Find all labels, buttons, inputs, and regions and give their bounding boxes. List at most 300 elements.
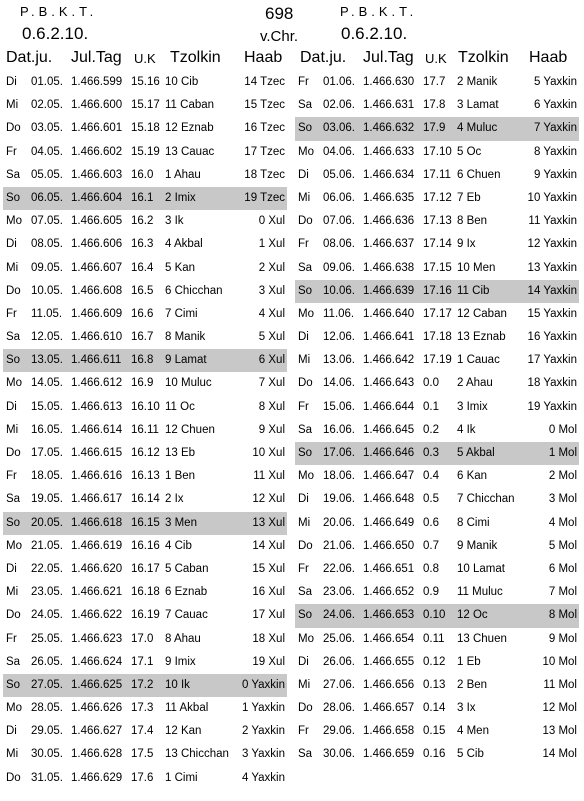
uk-count-cell: 0.14 xyxy=(423,702,446,715)
haab-cell: 1 Xul xyxy=(258,238,285,251)
uk-count-cell: 17.12 xyxy=(423,191,452,204)
julian-day-cell: 1.466.611 xyxy=(71,354,122,367)
julian-day-cell: 1.466.606 xyxy=(71,238,123,251)
julian-day-cell: 1.466.603 xyxy=(71,168,123,181)
date-cell: 19.05. xyxy=(31,493,63,506)
date-cell: 07.05. xyxy=(31,215,63,228)
tzolkin-cell: 4 Cib xyxy=(165,539,192,552)
haab-cell: 11 Mol xyxy=(543,678,577,691)
period-left: 0.6.2.10. xyxy=(22,24,89,43)
tzolkin-cell: 12 Caban xyxy=(457,307,507,320)
date-cell: 12.06. xyxy=(323,331,355,344)
julian-day-cell: 1.466.648 xyxy=(363,493,415,506)
weekday-cell: Fr xyxy=(298,238,309,251)
julian-day-cell: 1.466.601 xyxy=(71,122,123,135)
tzolkin-cell: 4 Muluc xyxy=(457,122,498,135)
table-row xyxy=(3,488,287,511)
table-row xyxy=(295,349,579,372)
weekday-cell: Sa xyxy=(298,423,313,436)
table-row xyxy=(295,372,579,395)
table-row xyxy=(3,210,287,233)
table-row xyxy=(3,697,287,720)
tzolkin-cell: 11 Muluc xyxy=(457,586,503,599)
uk-count-cell: 15.19 xyxy=(131,145,160,158)
table-row xyxy=(3,257,287,280)
julian-day-cell: 1.466.650 xyxy=(363,539,415,552)
uk-count-cell: 15.17 xyxy=(131,99,160,112)
date-cell: 29.05. xyxy=(31,725,63,738)
tzolkin-cell: 5 Oc xyxy=(457,145,482,158)
julian-day-cell: 1.466.653 xyxy=(363,609,415,622)
tzolkin-cell: 5 Caban xyxy=(165,562,209,575)
julian-day-cell: 1.466.615 xyxy=(71,447,123,459)
weekday-cell: Di xyxy=(6,400,17,413)
uk-count-cell: 16.16 xyxy=(131,539,160,552)
table-row xyxy=(295,210,579,233)
date-cell: 21.05. xyxy=(31,539,63,552)
tzolkin-cell: 2 Imix xyxy=(165,191,196,204)
tzolkin-cell: 6 Chuen xyxy=(457,168,501,181)
weekday-cell: Mo xyxy=(6,377,22,390)
table-row xyxy=(295,396,579,419)
haab-cell: 1 Yaxkin xyxy=(241,702,285,715)
uk-count-cell: 17.13 xyxy=(423,215,452,228)
julian-day-cell: 1.466.655 xyxy=(363,655,415,668)
haab-cell: 12 Yaxkin xyxy=(527,238,577,251)
haab-cell: 6 Mol xyxy=(548,562,577,575)
julian-day-cell: 1.466.632 xyxy=(363,122,415,135)
uk-count-cell: 17.3 xyxy=(131,702,154,715)
julian-day-cell: 1.466.642 xyxy=(363,354,415,367)
date-cell: 23.05. xyxy=(31,586,63,599)
haab-cell: 0 Yaxkin xyxy=(241,678,285,691)
col-header-haab: Haab xyxy=(529,49,568,66)
table-row xyxy=(295,674,579,697)
uk-count-cell: 16.12 xyxy=(131,447,160,459)
tzolkin-cell: 3 Ik xyxy=(165,215,184,228)
date-cell: 19.06. xyxy=(323,493,355,506)
weekday-cell: Mi xyxy=(298,516,311,529)
julian-day-cell: 1.466.625 xyxy=(71,678,123,691)
julian-day-cell: 1.466.600 xyxy=(71,99,123,112)
table-row xyxy=(295,141,579,164)
haab-cell: 12 Mol xyxy=(542,702,577,715)
julian-day-cell: 1.466.617 xyxy=(71,493,123,506)
julian-day-cell: 1.466.640 xyxy=(363,307,415,320)
julian-day-cell: 1.466.622 xyxy=(71,609,123,622)
table-row xyxy=(3,442,287,465)
julian-day-cell: 1.466.624 xyxy=(71,655,123,668)
date-cell: 13.05. xyxy=(31,354,63,367)
date-cell: 02.05. xyxy=(31,99,63,112)
uk-count-cell: 0.6 xyxy=(423,516,439,529)
pbkt-label-right: P.B.K.T. xyxy=(340,4,418,19)
weekday-cell: Sa xyxy=(6,168,21,181)
julian-day-cell: 1.466.633 xyxy=(363,145,415,158)
julian-day-cell: 1.466.607 xyxy=(71,261,123,274)
uk-count-cell: 16.14 xyxy=(131,493,160,506)
haab-cell: 15 Xul xyxy=(252,562,285,575)
uk-count-cell: 16.18 xyxy=(131,586,160,599)
table-row xyxy=(3,164,287,187)
haab-cell: 2 Xul xyxy=(258,261,285,274)
tzolkin-cell: 8 Ben xyxy=(457,215,488,228)
table-row-sunday xyxy=(295,280,579,303)
date-cell: 04.05. xyxy=(31,145,63,158)
uk-count-cell: 16.15 xyxy=(131,516,160,529)
julian-day-cell: 1.466.619 xyxy=(71,539,123,552)
tzolkin-cell: 7 Chicchan xyxy=(457,493,515,506)
col-header-julday: Jul.Tag xyxy=(71,49,122,66)
date-cell: 07.06. xyxy=(323,215,355,228)
tzolkin-cell: 2 Ix xyxy=(165,493,184,506)
column-headers-left xyxy=(0,47,290,69)
tzolkin-cell: 10 Lamat xyxy=(457,562,505,575)
tzolkin-cell: 1 Ben xyxy=(165,470,196,483)
date-cell: 05.06. xyxy=(323,168,355,181)
table-row xyxy=(295,512,579,535)
tzolkin-cell: 5 Cib xyxy=(457,748,484,761)
weekday-cell: Mi xyxy=(6,261,19,274)
tzolkin-cell: 10 Muluc xyxy=(165,377,212,390)
tzolkin-cell: 11 Oc xyxy=(165,400,195,413)
table-row xyxy=(295,326,579,349)
col-header-tzolkin: Tzolkin xyxy=(458,49,509,66)
table-row xyxy=(295,233,579,256)
haab-cell: 13 Yaxkin xyxy=(527,261,577,274)
haab-cell: 17 Tzec xyxy=(244,145,285,158)
col-header-date: Dat.ju. xyxy=(6,49,53,66)
date-cell: 03.06. xyxy=(323,122,355,135)
weekday-cell: Mo xyxy=(6,539,22,552)
tzolkin-cell: 11 Caban xyxy=(165,99,215,112)
date-cell: 26.06. xyxy=(323,655,355,668)
weekday-cell: Di xyxy=(6,76,17,88)
weekday-cell: Fr xyxy=(6,632,17,645)
tzolkin-cell: 6 Eznab xyxy=(165,586,208,599)
table-row xyxy=(295,488,579,511)
uk-count-cell: 0.5 xyxy=(423,493,439,506)
julian-day-cell: 1.466.634 xyxy=(363,168,415,181)
date-cell: 20.06. xyxy=(323,516,355,529)
uk-count-cell: 0.2 xyxy=(423,423,439,436)
tzolkin-cell: 7 Cimi xyxy=(165,307,198,320)
tzolkin-cell: 12 Oc xyxy=(457,609,488,622)
haab-cell: 7 Xul xyxy=(258,377,285,390)
date-cell: 18.06. xyxy=(323,470,355,483)
weekday-cell: Sa xyxy=(6,331,21,344)
haab-cell: 4 Mol xyxy=(548,516,577,529)
uk-count-cell: 0.0 xyxy=(423,377,439,390)
date-cell: 10.06. xyxy=(323,284,355,297)
haab-cell: 2 Yaxkin xyxy=(241,725,285,738)
table-row-sunday xyxy=(295,604,579,627)
weekday-cell: So xyxy=(298,447,313,459)
tzolkin-cell: 3 Imix xyxy=(457,400,488,413)
table-row xyxy=(3,71,287,94)
table-row xyxy=(295,94,579,117)
table-row xyxy=(295,651,579,674)
weekday-cell: Fr xyxy=(298,725,309,738)
table-row xyxy=(295,558,579,581)
haab-cell: 5 Yaxkin xyxy=(533,76,577,88)
weekday-cell: Mi xyxy=(6,99,19,112)
table-row xyxy=(295,581,579,604)
julian-day-cell: 1.466.609 xyxy=(71,307,123,320)
weekday-cell: Mo xyxy=(6,215,22,228)
uk-count-cell: 0.10 xyxy=(423,609,446,622)
haab-cell: 9 Yaxkin xyxy=(533,168,577,181)
date-cell: 05.05. xyxy=(31,168,63,181)
date-cell: 30.05. xyxy=(31,748,63,761)
col-header-julday: Jul.Tag xyxy=(363,49,414,66)
table-row xyxy=(3,280,287,303)
table-row xyxy=(295,187,579,210)
tzolkin-cell: 12 Kan xyxy=(165,725,202,738)
tzolkin-cell: 11 Cib xyxy=(457,284,490,297)
haab-cell: 9 Mol xyxy=(548,632,577,645)
uk-count-cell: 17.6 xyxy=(131,771,154,784)
tzolkin-cell: 4 Akbal xyxy=(165,238,203,251)
date-cell: 16.05. xyxy=(31,423,63,436)
weekday-cell: Sa xyxy=(298,748,313,761)
tzolkin-cell: 12 Chuen xyxy=(165,423,215,436)
haab-cell: 14 Tzec xyxy=(244,76,285,88)
uk-count-cell: 17.8 xyxy=(423,99,446,112)
julian-day-cell: 1.466.644 xyxy=(363,400,415,413)
weekday-cell: So xyxy=(6,354,21,367)
uk-count-cell: 17.1 xyxy=(131,655,154,668)
haab-cell: 15 Tzec xyxy=(244,99,285,112)
haab-cell: 11 Yaxkin xyxy=(528,215,577,228)
table-row-sunday xyxy=(3,512,287,535)
weekday-cell: Do xyxy=(298,377,313,390)
tzolkin-cell: 10 Cib xyxy=(165,76,199,88)
uk-count-cell: 16.19 xyxy=(131,609,160,622)
tzolkin-cell: 13 Eznab xyxy=(457,331,506,344)
uk-count-cell: 17.11 xyxy=(423,168,451,181)
weekday-cell: Sa xyxy=(6,655,21,668)
weekday-cell: Do xyxy=(6,771,21,784)
haab-cell: 14 Xul xyxy=(252,539,285,552)
uk-count-cell: 16.0 xyxy=(131,168,154,181)
haab-cell: 5 Xul xyxy=(258,331,285,344)
uk-count-cell: 17.16 xyxy=(423,284,452,297)
table-row-sunday xyxy=(3,187,287,210)
tzolkin-cell: 1 Eb xyxy=(457,655,481,668)
table-row-sunday xyxy=(3,349,287,372)
uk-count-cell: 17.19 xyxy=(423,354,452,367)
tzolkin-cell: 9 Manik xyxy=(457,539,498,552)
table-row xyxy=(3,465,287,488)
date-cell: 16.06. xyxy=(323,423,355,436)
tzolkin-cell: 8 Cimi xyxy=(457,516,490,529)
haab-cell: 6 Yaxkin xyxy=(533,99,577,112)
weekday-cell: Di xyxy=(6,238,17,251)
haab-cell: 4 Yaxkin xyxy=(241,771,285,784)
haab-cell: 14 Mol xyxy=(542,748,577,761)
uk-count-cell: 16.5 xyxy=(131,284,154,297)
date-cell: 03.05. xyxy=(31,122,63,135)
haab-cell: 12 Xul xyxy=(252,493,285,506)
date-cell: 27.05. xyxy=(31,678,63,691)
uk-count-cell: 0.15 xyxy=(423,725,446,738)
haab-cell: 9 Xul xyxy=(258,423,285,436)
table-row xyxy=(295,303,579,326)
uk-count-cell: 15.16 xyxy=(131,76,160,88)
julian-day-cell: 1.466.616 xyxy=(71,470,123,483)
table-row xyxy=(3,581,287,604)
table-row xyxy=(3,396,287,419)
tzolkin-cell: 3 Lamat xyxy=(457,99,499,112)
date-cell: 09.05. xyxy=(31,261,63,274)
uk-count-cell: 16.7 xyxy=(131,331,154,344)
julian-day-cell: 1.466.623 xyxy=(71,632,123,645)
tzolkin-cell: 13 Eb xyxy=(165,447,196,459)
julian-day-cell: 1.466.652 xyxy=(363,586,415,599)
uk-count-cell: 16.17 xyxy=(131,562,160,575)
julian-day-cell: 1.466.654 xyxy=(363,632,415,645)
haab-cell: 8 Yaxkin xyxy=(533,145,577,158)
haab-cell: 8 Mol xyxy=(548,609,577,622)
table-row xyxy=(3,303,287,326)
julian-day-cell: 1.466.658 xyxy=(363,725,415,738)
weekday-cell: Mi xyxy=(6,586,19,599)
haab-cell: 14 Yaxkin xyxy=(527,284,577,297)
weekday-cell: Fr xyxy=(6,145,17,158)
col-header-haab: Haab xyxy=(244,49,283,66)
weekday-cell: Sa xyxy=(6,493,21,506)
col-header-date: Dat.ju. xyxy=(300,49,347,66)
col-header-uk: U.K xyxy=(425,51,447,66)
julian-day-cell: 1.466.646 xyxy=(363,447,415,459)
julian-day-cell: 1.466.630 xyxy=(363,76,415,88)
tzolkin-cell: 4 Men xyxy=(457,725,489,738)
weekday-cell: Do xyxy=(298,215,313,228)
haab-cell: 4 Xul xyxy=(258,307,285,320)
tzolkin-cell: 7 Eb xyxy=(457,191,481,204)
tzolkin-cell: 1 Cimi xyxy=(165,771,198,784)
haab-cell: 10 Yaxkin xyxy=(527,191,577,204)
date-cell: 30.06. xyxy=(323,748,355,761)
uk-count-cell: 16.8 xyxy=(131,354,154,367)
julian-day-cell: 1.466.612 xyxy=(71,377,123,390)
haab-cell: 10 Xul xyxy=(252,447,285,459)
julian-day-cell: 1.466.631 xyxy=(363,99,415,112)
date-cell: 25.06. xyxy=(323,632,355,645)
table-row xyxy=(3,117,287,140)
uk-count-cell: 16.2 xyxy=(131,215,154,228)
tzolkin-cell: 2 Ahau xyxy=(457,377,493,390)
table-row xyxy=(3,419,287,442)
uk-count-cell: 17.9 xyxy=(423,122,446,135)
haab-cell: 18 Yaxkin xyxy=(527,377,577,390)
table-row xyxy=(3,141,287,164)
julian-day-cell: 1.466.628 xyxy=(71,748,123,761)
weekday-cell: So xyxy=(6,191,21,204)
julian-day-cell: 1.466.599 xyxy=(71,76,123,88)
date-cell: 04.06. xyxy=(323,145,355,158)
haab-cell: 6 Xul xyxy=(258,354,285,367)
uk-count-cell: 17.14 xyxy=(423,238,452,251)
weekday-cell: Do xyxy=(6,609,21,622)
julian-day-cell: 1.466.629 xyxy=(71,771,123,784)
weekday-cell: Fr xyxy=(298,562,309,575)
date-cell: 22.06. xyxy=(323,562,355,575)
weekday-cell: Mo xyxy=(298,470,314,483)
date-cell: 08.05. xyxy=(31,238,63,251)
tzolkin-cell: 3 Men xyxy=(165,516,197,529)
date-cell: 24.05. xyxy=(31,609,63,622)
julian-day-cell: 1.466.608 xyxy=(71,284,123,297)
haab-cell: 3 Xul xyxy=(258,284,285,297)
tzolkin-cell: 6 Kan xyxy=(457,470,488,483)
uk-count-cell: 16.11 xyxy=(131,423,159,436)
table-row xyxy=(295,257,579,280)
date-cell: 14.06. xyxy=(323,377,355,390)
date-cell: 01.05. xyxy=(31,76,63,88)
table-row xyxy=(3,651,287,674)
weekday-cell: Mi xyxy=(298,354,311,367)
haab-cell: 19 Yaxkin xyxy=(527,400,577,413)
julian-day-cell: 1.466.620 xyxy=(71,562,123,575)
tzolkin-cell: 10 Men xyxy=(457,261,496,274)
uk-count-cell: 17.5 xyxy=(131,748,154,761)
date-cell: 22.05. xyxy=(31,562,63,575)
haab-cell: 1 Mol xyxy=(548,447,577,459)
uk-count-cell: 16.13 xyxy=(131,470,160,483)
date-cell: 11.06. xyxy=(323,307,355,320)
uk-count-cell: 16.6 xyxy=(131,307,154,320)
haab-cell: 11 Xul xyxy=(253,470,285,483)
weekday-cell: So xyxy=(6,678,21,691)
julian-day-cell: 1.466.638 xyxy=(363,261,415,274)
table-row-sunday xyxy=(3,674,287,697)
tzolkin-cell: 11 Akbal xyxy=(165,702,209,715)
uk-count-cell: 17.18 xyxy=(423,331,452,344)
haab-cell: 3 Yaxkin xyxy=(241,748,285,761)
date-cell: 20.05. xyxy=(31,516,63,529)
uk-count-cell: 17.10 xyxy=(423,145,452,158)
tzolkin-cell: 8 Manik xyxy=(165,331,206,344)
date-cell: 27.06. xyxy=(323,678,355,691)
table-row xyxy=(3,233,287,256)
haab-cell: 15 Yaxkin xyxy=(527,307,577,320)
tzolkin-cell: 2 Manik xyxy=(457,76,498,88)
weekday-cell: Mi xyxy=(6,748,19,761)
date-cell: 09.06. xyxy=(323,261,355,274)
table-row xyxy=(3,604,287,627)
tzolkin-cell: 6 Chicchan xyxy=(165,284,223,297)
date-cell: 06.05. xyxy=(31,191,63,204)
date-cell: 13.06. xyxy=(323,354,355,367)
table-row xyxy=(3,372,287,395)
table-row xyxy=(295,697,579,720)
tzolkin-cell: 5 Kan xyxy=(165,261,196,274)
uk-count-cell: 0.9 xyxy=(423,586,439,599)
uk-count-cell: 17.2 xyxy=(131,678,154,691)
table-row-sunday xyxy=(295,442,579,465)
tzolkin-cell: 10 Ik xyxy=(165,678,190,691)
julian-day-cell: 1.466.614 xyxy=(71,423,123,436)
table-row xyxy=(3,720,287,743)
haab-cell: 18 Xul xyxy=(252,632,285,645)
julian-day-cell: 1.466.635 xyxy=(363,191,415,204)
date-cell: 28.05. xyxy=(31,702,63,715)
weekday-cell: Di xyxy=(298,331,309,344)
weekday-cell: Fr xyxy=(6,307,17,320)
haab-cell: 7 Yaxkin xyxy=(533,122,577,135)
